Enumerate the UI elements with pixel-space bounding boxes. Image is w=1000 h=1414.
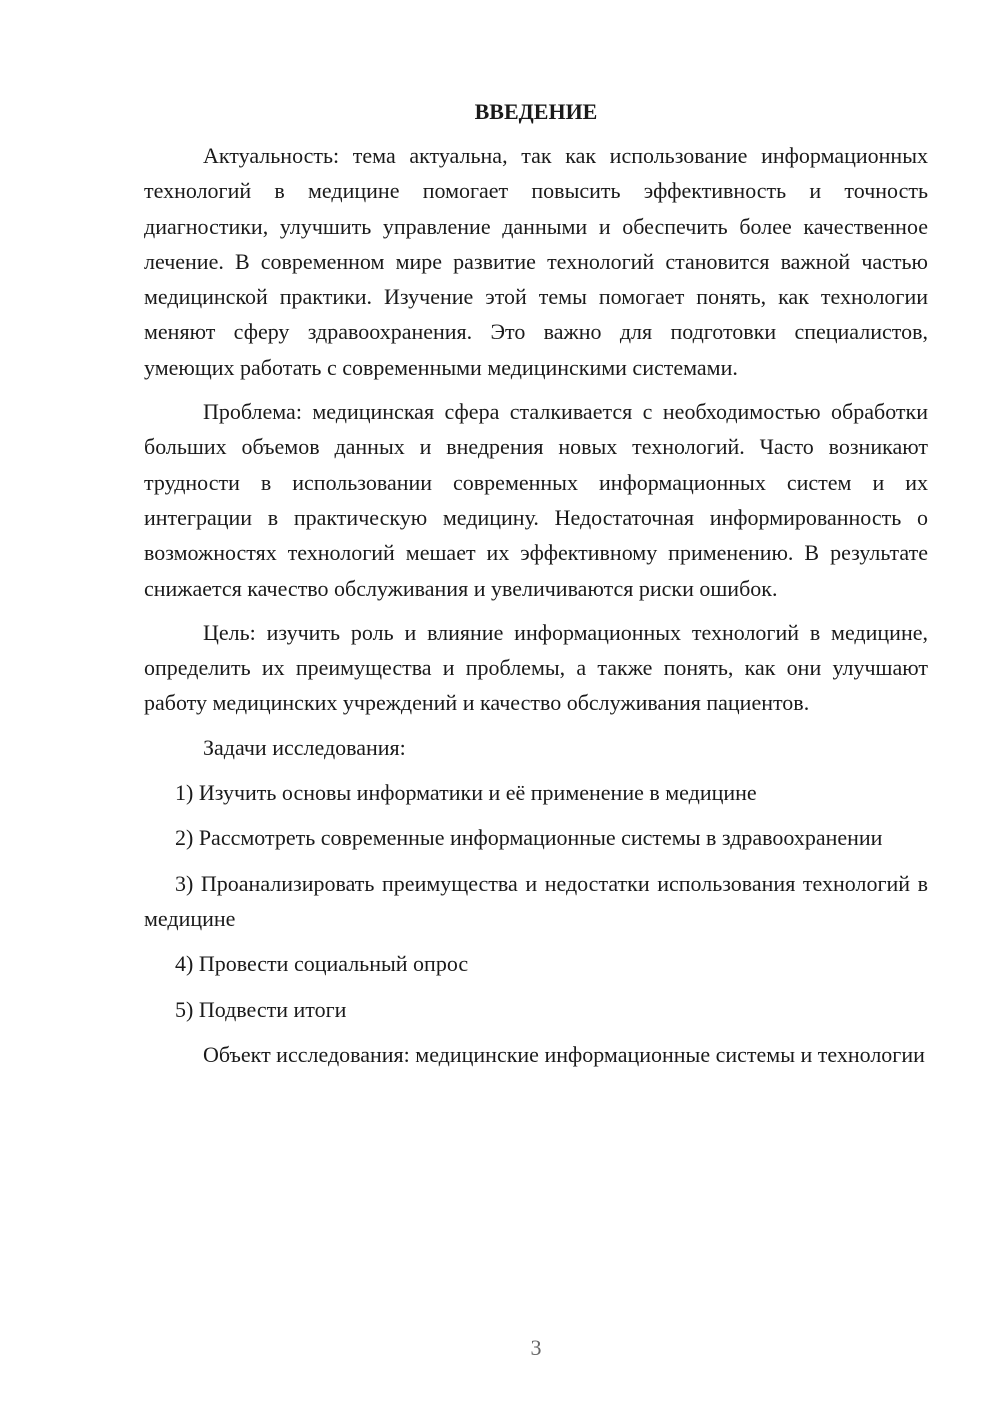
paragraph-object: Объект исследования: медицинские информационные системы и технологии [203, 1041, 925, 1067]
section-heading: ВВЕДЕНИЕ [474, 99, 598, 124]
task-item-2: 2) Рассмотреть современные информационные системы в здравоохранении [175, 825, 883, 851]
paragraph-relevance: Актуальность: тема актуальна, так как использование информационных технологий в медицине помогает повысить эффективность и точность диагностики, улучшить управление данными и обеспечить более качественное лечение. В современном мире развитие технологий становится важной частью медицинской практики. Изучение этой темы помогает понять, как технологии меняют сферу здравоохранения. Это важно для подготовки специалистов, умеющих работать с современными медицинскими системами. [144, 143, 928, 380]
task-item-1: 1) Изучить основы информатики и её применение в медицине [175, 780, 757, 806]
page-number: 3 [530, 1335, 542, 1360]
task-item-5: 5) Подвести итоги [175, 996, 347, 1022]
paragraph-goal: Цель: изучить роль и влияние информационных технологий в медицине, определить их преимущества и проблемы, а также понять, как они улучшают работу медицинских учреждений и качество обслуживания пациентов. [144, 619, 928, 716]
task-item-3: 3) Проанализировать преимущества и недостатки использования технологий в медицине [144, 870, 928, 931]
paragraph-problem: Проблема: медицинская сфера сталкивается с необходимостью обработки больших объемов данных и внедрения новых технологий. Часто возникают трудности в использовании современных информационных систем и их интеграции в практическую медицину. Недостаточная информированность о возможностях технологий мешает их эффективному применению. В результате снижается качество обслуживания и увеличиваются риски ошибок. [144, 399, 928, 601]
document-body [144, 95, 928, 1072]
tasks-title: Задачи исследования: [203, 734, 406, 760]
task-item-4: 4) Провести социальный опрос [175, 951, 469, 977]
